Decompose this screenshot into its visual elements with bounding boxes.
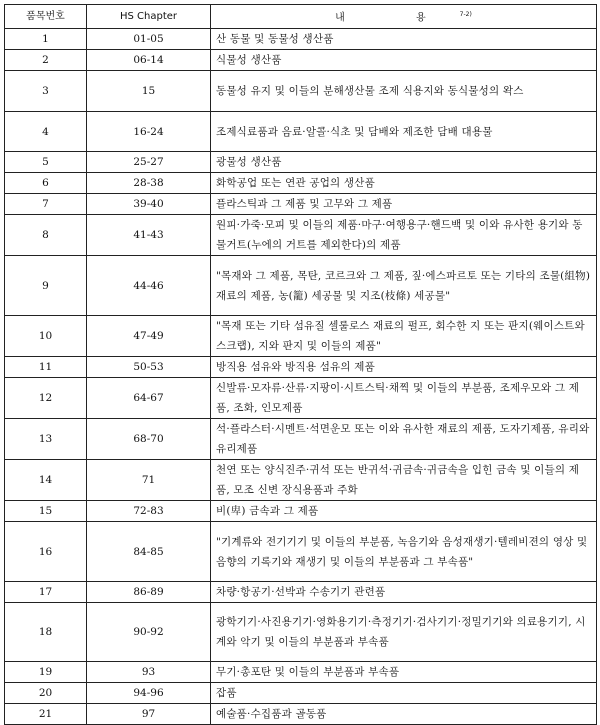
item-number-cell: 20: [5, 683, 87, 704]
hs-chapter-cell: 64-67: [87, 378, 211, 419]
item-number-cell: 21: [5, 704, 87, 725]
hs-chapter-cell: 94-96: [87, 683, 211, 704]
content-cell: 잡품: [211, 683, 597, 704]
hs-chapter-cell: 06-14: [87, 50, 211, 71]
table-body: [5, 29, 597, 725]
hs-chapter-cell: 90-92: [87, 603, 211, 662]
hs-chapter-cell: 68-70: [87, 419, 211, 460]
hs-chapter-cell: 84-85: [87, 522, 211, 582]
table-row: [5, 522, 597, 582]
item-number-cell: 11: [5, 357, 87, 378]
item-number-cell: 1: [5, 29, 87, 50]
table-row: [5, 215, 597, 256]
content-cell: 예술품·수집품과 골동품: [211, 704, 597, 725]
item-number-cell: 2: [5, 50, 87, 71]
content-cell: 차량·항공기·선박과 수송기기 관련품: [211, 582, 597, 603]
item-number-cell: 18: [5, 603, 87, 662]
table-row: [5, 316, 597, 357]
header-content-label: 내 용: [335, 12, 460, 24]
content-cell: 원피·가죽·모피 및 이들의 제품·마구·여행용구·핸드백 및 이와 유사한 용기와 동물거트(누에의 거트를 제외한다)의 제품: [211, 215, 597, 256]
hs-chapter-cell: 39-40: [87, 194, 211, 215]
header-item-number: 품목번호: [5, 5, 87, 29]
item-number-cell: 5: [5, 152, 87, 173]
content-cell: 석·플라스터·시멘트·석면운모 또는 이와 유사한 재료의 제품, 도자기제품, 유리와 유리제품: [211, 419, 597, 460]
item-number-cell: 4: [5, 112, 87, 152]
content-cell: 광학기기·사진용기기·영화용기기·측정기기·검사기기·정밀기기와 의료용기기, 시계와 악기 및 이들의 부분품과 부속품: [211, 603, 597, 662]
hs-chapter-cell: 97: [87, 704, 211, 725]
table-row: [5, 460, 597, 501]
item-number-cell: 19: [5, 662, 87, 683]
content-cell: 동물성 유지 및 이들의 분해생산물 조제 식용지와 동식물성의 왁스: [211, 71, 597, 112]
item-number-cell: 6: [5, 173, 87, 194]
table-row: [5, 582, 597, 603]
table-row: [5, 71, 597, 112]
table-row: [5, 256, 597, 316]
content-cell: 산 동물 및 동물성 생산품: [211, 29, 597, 50]
content-cell: "목재 또는 기타 섬유질 셀룰로스 재료의 펄프, 회수한 지 또는 판지(웨이스트와 스크랩), 지와 판지 및 이들의 제품": [211, 316, 597, 357]
table-row: [5, 50, 597, 71]
table-row: [5, 194, 597, 215]
hs-chapter-cell: 25-27: [87, 152, 211, 173]
table-header-row: [5, 5, 597, 29]
header-content: [211, 5, 597, 29]
content-cell: 비(卑) 금속과 그 제품: [211, 501, 597, 522]
hs-chapter-cell: 47-49: [87, 316, 211, 357]
content-cell: "목재와 그 제품, 목탄, 코르크와 그 제품, 짚·에스파르토 또는 기타의 조물(組物)재료의 제품, 농(籠) 세공물 및 지조(枝條) 세공물": [211, 256, 597, 316]
content-cell: 무기·총포탄 및 이들의 부분품과 부속품: [211, 662, 597, 683]
content-cell: 화학공업 또는 연관 공업의 생산품: [211, 173, 597, 194]
hs-chapter-cell: 28-38: [87, 173, 211, 194]
content-cell: "기계류와 전기기기 및 이들의 부분품, 녹음기와 음성재생기·텔레비젼의 영상 및 음향의 기록기와 재생기 및 이들의 부분품과 그 부속품": [211, 522, 597, 582]
content-cell: 광물성 생산품: [211, 152, 597, 173]
table-row: [5, 112, 597, 152]
table-row: [5, 378, 597, 419]
table-row: [5, 29, 597, 50]
table-row: [5, 173, 597, 194]
hs-chapter-cell: 44-46: [87, 256, 211, 316]
table-row: [5, 419, 597, 460]
item-number-cell: 13: [5, 419, 87, 460]
content-cell: 신발류·모자류·산류·지팡이·시트스틱·채찍 및 이들의 부분품, 조제우모와 그 제품, 조화, 인모제품: [211, 378, 597, 419]
item-number-cell: 7: [5, 194, 87, 215]
content-cell: 플라스틱과 그 제품 및 고무와 그 제품: [211, 194, 597, 215]
item-number-cell: 16: [5, 522, 87, 582]
table-row: [5, 662, 597, 683]
hs-chapter-cell: 71: [87, 460, 211, 501]
item-number-cell: 10: [5, 316, 87, 357]
table-row: [5, 501, 597, 522]
item-number-cell: 9: [5, 256, 87, 316]
item-number-cell: 12: [5, 378, 87, 419]
item-number-cell: 8: [5, 215, 87, 256]
table-row: [5, 683, 597, 704]
hs-chapter-cell: 50-53: [87, 357, 211, 378]
content-cell: 식물성 생산품: [211, 50, 597, 71]
content-cell: 방직용 섬유와 방직용 섬유의 제품: [211, 357, 597, 378]
hs-chapter-cell: 41-43: [87, 215, 211, 256]
header-hs-chapter: HS Chapter: [87, 5, 211, 29]
hs-chapter-cell: 01-05: [87, 29, 211, 50]
hs-chapter-table: [4, 4, 597, 725]
header-footnote-ref: 7-2): [459, 11, 472, 18]
hs-chapter-cell: 93: [87, 662, 211, 683]
content-cell: 천연 또는 양식진주·귀석 또는 반귀석·귀금속·귀금속을 입힌 금속 및 이들의 제품, 모조 신변 장식용품과 주화: [211, 460, 597, 501]
hs-chapter-cell: 15: [87, 71, 211, 112]
item-number-cell: 3: [5, 71, 87, 112]
table-row: [5, 357, 597, 378]
item-number-cell: 17: [5, 582, 87, 603]
hs-chapter-cell: 16-24: [87, 112, 211, 152]
table-row: [5, 704, 597, 725]
item-number-cell: 15: [5, 501, 87, 522]
table-row: [5, 152, 597, 173]
item-number-cell: 14: [5, 460, 87, 501]
content-cell: 조제식료품과 음료·알콜·식초 및 담배와 제조한 담배 대용물: [211, 112, 597, 152]
hs-chapter-cell: 72-83: [87, 501, 211, 522]
table-row: [5, 603, 597, 662]
hs-chapter-cell: 86-89: [87, 582, 211, 603]
